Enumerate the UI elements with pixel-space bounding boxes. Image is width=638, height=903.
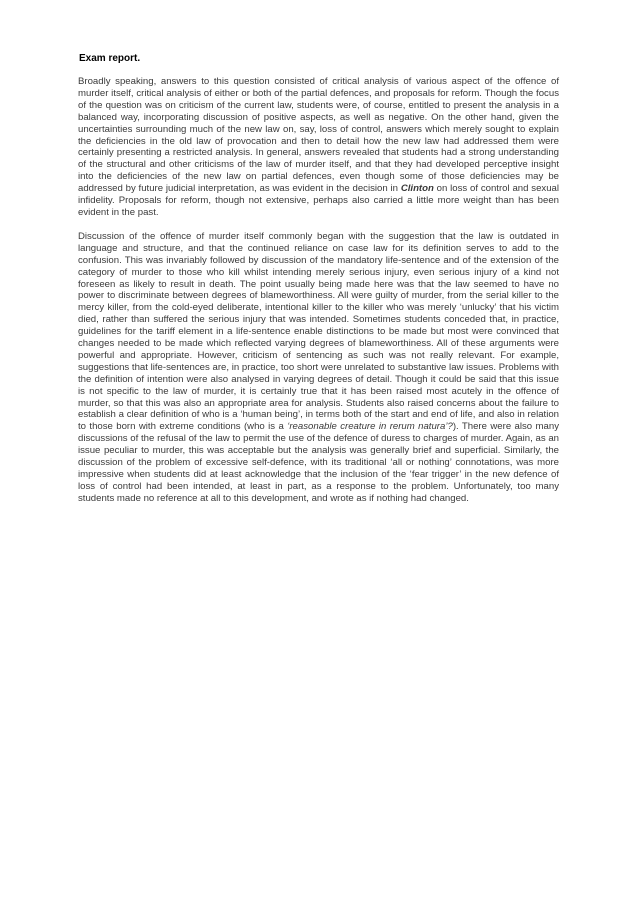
scanned-report-excerpt <box>78 76 559 505</box>
case-name-clinton: Clinton <box>400 183 434 195</box>
paragraph-murder-discussion <box>78 231 559 505</box>
paragraph-overview-text-end: on loss of control and sexual infidelity. Proposals for reform, though not extensive, perhaps also carried a little more weight than has been evident in the past. <box>78 183 559 218</box>
paragraph-murder-text-start: Discussion of the offence of murder itself commonly began with the suggestion that the law is outdated in language and structure, and that the continued reliance on case law for its definition serves to add to the confusion. This was invariably followed by discussion of the mandatory life-sentence and of the extension of the category of murder to those who kill whilst intending merely serious injury, even serious injury of a kind not foreseen as likely to result in death. The point usually being made here was that the law seemed to have no power to discriminate between degrees of blameworthiness. All were guilty of murder, from the serial killer to the mercy killer, from the cold-eyed deliberate, intentional killer to the killer who was merely ‘unlucky’ that his victim died, rather than suffered the serious injury that was intended. Sometimes students conceded that, in practice, guidelines for the tariff element in a life-sentence enable distinctions to be made but most were convinced that changes needed to be made which reflected varying degrees of blameworthiness. All of these arguments were powerful and appropriate. However, criticism of sentencing as such was not really relevant. For example, suggestions that life-sentences are, in practice, too short were unrelated to substantive law issues. Problems with the definition of intention were also analysed in varying degrees of detail. Though it could be said that this issue is not specific to the law of murder, it is certainly true that it has been raised most acutely in the offence of murder, so that this was also an appropriate area for analysis. Students also raised concerns about the failure to establish a clear definition of who is a ‘human being’, in terms both of the start and end of life, and also in relation to those born with extreme conditions (who is a <box>78 230 559 433</box>
page-heading: Exam report. <box>79 53 141 64</box>
paragraph-overview-text-start: Broadly speaking, answers to this question consisted of critical analysis of various aspect of the offence of murder itself, critical analysis of either or both of the partial defences, and proposals for reform. Though the focus of the question was on criticism of the current law, students were, of course, entitled to present the analysis in a balanced way, incorporating discussion of positive aspects, as well as negative. On the other hand, given the uncertainties surrounding much of the new law on, say, loss of control, answers which merely sought to explain the deficiencies in the old law of provocation and then to detail how the new law had addressed them were certainly presenting a restricted analysis. In general, answers revealed that students had a strong understanding of the structural and other criticisms of the law of murder itself, and that they had developed perceptive insight into the deficiencies of the new law on partial defences, even though some of those deficiencies may be addressed by future judicial interpretation, as was evident in the decision in <box>78 76 559 195</box>
latin-phrase: ‘reasonable creature in rerum natura’? <box>287 421 453 433</box>
paragraph-murder-text-end: ). There were also many discussions of the refusal of the law to permit the use of the defence of duress to charges of murder. Again, as an issue peculiar to murder, this was acceptable but the analysis was generally brief and superficial. Similarly, the discussion of the problem of excessive self-defence, with its traditional ‘all or nothing’ connotations, was more impressive when students did at least acknowledge that the inclusion of the ‘fear trigger’ in the new defence of loss of control had been intended, at least in part, as a response to the problem. Unfortunately, too many students made no reference at all to this development, and wrote as if nothing had changed. <box>78 421 560 504</box>
paragraph-overview <box>78 76 559 219</box>
